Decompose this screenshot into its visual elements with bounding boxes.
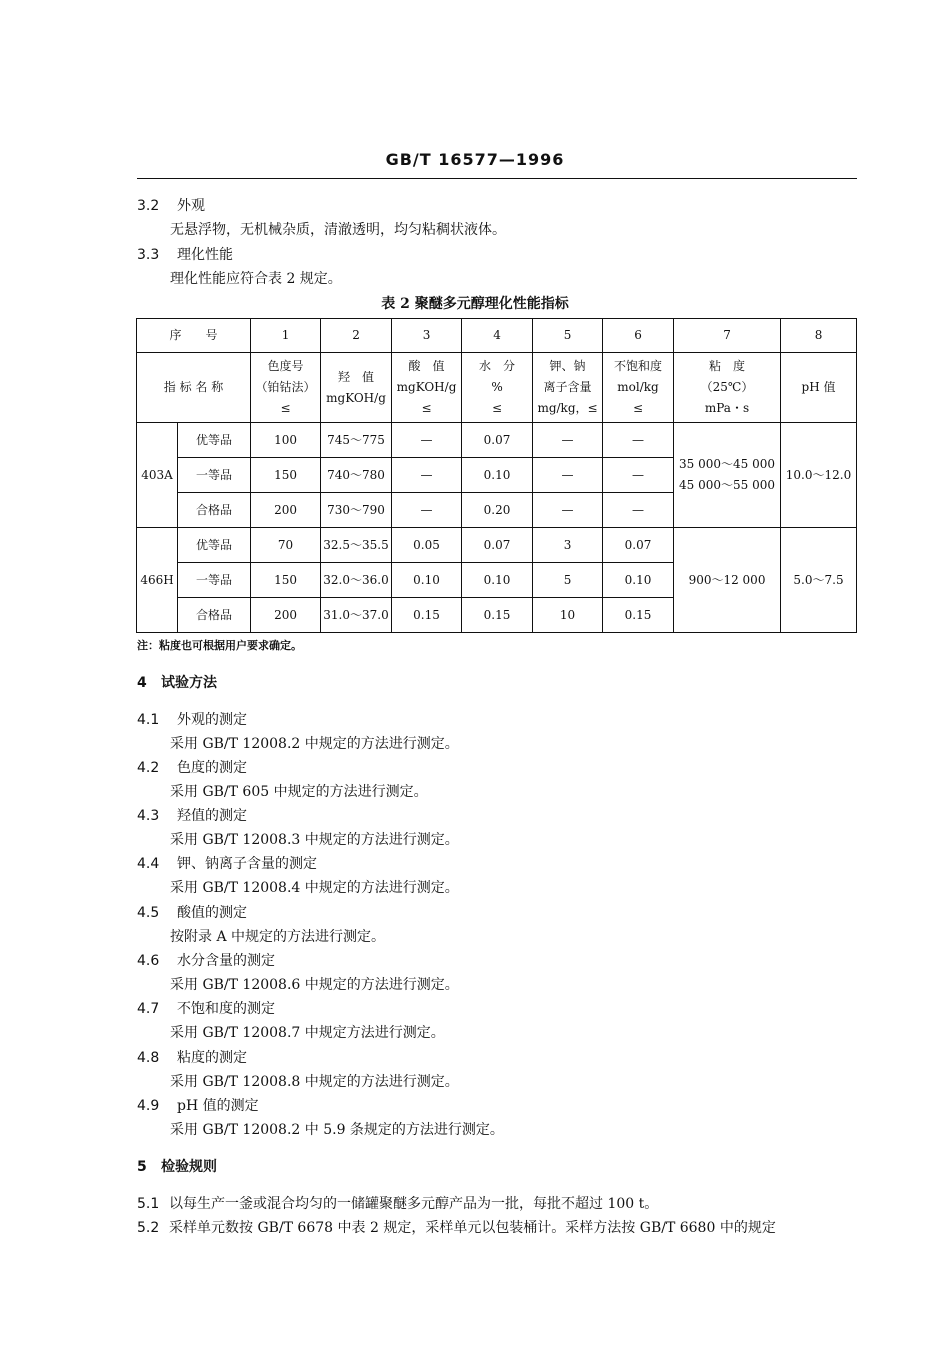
col-number: 7 [674, 319, 781, 353]
section-number: 4 [137, 675, 147, 691]
section-4-2-text: 采用 GB/T 605 中规定的方法进行测定。 [170, 784, 428, 800]
section-4-7-text: 采用 GB/T 12008.7 中规定方法进行测定。 [170, 1025, 445, 1041]
cell: 10 [533, 598, 603, 633]
grade: 一等品 [178, 563, 251, 598]
section-4-6-heading: 4.6 水分含量的测定 [137, 953, 275, 969]
grade: 合格品 [178, 598, 251, 633]
cell: 745～775 [321, 423, 392, 458]
cell: — [392, 423, 462, 458]
section-4-3-heading: 4.3 羟值的测定 [137, 808, 247, 824]
cell: 0.10 [603, 563, 674, 598]
cell: — [603, 458, 674, 493]
section-4-9-heading: 4.9 pH 值的测定 [137, 1098, 259, 1114]
section-title: 试验方法 [161, 675, 217, 691]
grade: 优等品 [178, 423, 251, 458]
section-4-2-heading: 4.2 色度的测定 [137, 760, 247, 776]
cell: 0.10 [462, 458, 533, 493]
seq-label: 序 号 [137, 319, 251, 353]
cell: 0.07 [603, 528, 674, 563]
viscosity-403a: 35 000～45 000 45 000～55 000 [674, 423, 781, 528]
cell: 70 [251, 528, 321, 563]
cell: 0.07 [462, 528, 533, 563]
cell: 200 [251, 598, 321, 633]
section-5-2: 5.2 采样单元数按 GB/T 6678 中表 2 规定，采样单元以包装桶计。采样方法按 GB/T 6680 中的规定 [137, 1220, 776, 1236]
header-rule [137, 178, 857, 179]
section-4-9-text: 采用 GB/T 12008.2 中 5.9 条规定的方法进行测定。 [170, 1122, 504, 1138]
section-3-3-text: 理化性能应符合表 2 规定。 [170, 271, 342, 287]
table-row [137, 423, 857, 458]
cell: 0.05 [392, 528, 462, 563]
section-4-8-text: 采用 GB/T 12008.8 中规定的方法进行测定。 [170, 1074, 459, 1090]
ph-466h: 5.0～7.5 [781, 528, 857, 633]
table-row [137, 528, 857, 563]
header-viscosity: 粘 度 （25℃） mPa・s [674, 353, 781, 423]
cell: 5 [533, 563, 603, 598]
section-3-2-heading [137, 195, 205, 215]
section-4-1-heading: 4.1 外观的测定 [137, 712, 247, 728]
index-label: 指 标 名 称 [137, 353, 251, 423]
col-number: 1 [251, 319, 321, 353]
section-3-3-heading [137, 244, 233, 264]
header-acid: 酸 值 mgKOH/g ≤ [392, 353, 462, 423]
col-number: 3 [392, 319, 462, 353]
cell: 0.15 [603, 598, 674, 633]
section-4-4-text: 采用 GB/T 12008.4 中规定的方法进行测定。 [170, 880, 459, 896]
section-3-2-text: 无悬浮物，无机械杂质，清澈透明，均匀粘稠状液体。 [170, 222, 506, 238]
cell: 0.07 [462, 423, 533, 458]
header-hydroxyl: 羟 值 mgKOH/g [321, 353, 392, 423]
standard-number: GB/T 16577—1996 [385, 150, 565, 169]
cell: — [392, 493, 462, 528]
section-number: 3.3 [137, 247, 160, 263]
grade: 合格品 [178, 493, 251, 528]
grade: 一等品 [178, 458, 251, 493]
ph-403a: 10.0～12.0 [781, 423, 857, 528]
section-4-5-heading: 4.5 酸值的测定 [137, 905, 247, 921]
section-4-3-text: 采用 GB/T 12008.3 中规定的方法进行测定。 [170, 832, 459, 848]
header-color: 色度号 （铂钴法） ≤ [251, 353, 321, 423]
header-unsat: 不饱和度 mol/kg ≤ [603, 353, 674, 423]
cell: 730～790 [321, 493, 392, 528]
section-4-6-text: 采用 GB/T 12008.6 中规定的方法进行测定。 [170, 977, 459, 993]
cell: 0.20 [462, 493, 533, 528]
cell: 0.10 [462, 563, 533, 598]
cell: 31.0～37.0 [321, 598, 392, 633]
section-4-7-heading: 4.7 不饱和度的测定 [137, 1001, 275, 1017]
section-5-1: 5.1 以每生产一釜或混合均匀的一储罐聚醚多元醇产品为一批，每批不超过 100 t。 [137, 1196, 659, 1212]
section-number: 5 [137, 1159, 147, 1175]
table-caption: 表 2 聚醚多元醇理化性能指标 [381, 296, 569, 312]
section-title: 外观 [177, 198, 205, 214]
col-number: 4 [462, 319, 533, 353]
cell: 0.15 [392, 598, 462, 633]
cell: 100 [251, 423, 321, 458]
col-number: 5 [533, 319, 603, 353]
cell: 0.15 [462, 598, 533, 633]
viscosity-466h: 900～12 000 [674, 528, 781, 633]
grade: 优等品 [178, 528, 251, 563]
section-4-1-text: 采用 GB/T 12008.2 中规定的方法进行测定。 [170, 736, 459, 752]
section-title: 检验规则 [161, 1159, 217, 1175]
section-4-5-text: 按附录 A 中规定的方法进行测定。 [170, 929, 386, 945]
cell: — [603, 423, 674, 458]
table-row-col-numbers [137, 319, 857, 353]
cell: 740～780 [321, 458, 392, 493]
section-4-8-heading: 4.8 粘度的测定 [137, 1050, 247, 1066]
cell: — [603, 493, 674, 528]
col-number: 6 [603, 319, 674, 353]
spec-table [136, 318, 857, 633]
section-4-heading [137, 672, 217, 692]
group-name: 403A [137, 423, 178, 528]
cell: 32.5～35.5 [321, 528, 392, 563]
table-row-headers [137, 353, 857, 423]
col-number: 8 [781, 319, 857, 353]
section-4-4-heading: 4.4 钾、钠离子含量的测定 [137, 856, 317, 872]
section-title: 理化性能 [177, 247, 233, 263]
cell: 32.0～36.0 [321, 563, 392, 598]
section-5-heading [137, 1156, 217, 1176]
table-note: 注：粘度也可根据用户要求确定。 [137, 639, 302, 652]
cell: 150 [251, 458, 321, 493]
section-number: 3.2 [137, 198, 160, 214]
cell: 200 [251, 493, 321, 528]
cell: 0.10 [392, 563, 462, 598]
col-number: 2 [321, 319, 392, 353]
header-ph: pH 值 [781, 353, 857, 423]
cell: — [533, 423, 603, 458]
cell: 150 [251, 563, 321, 598]
header-water: 水 分 % ≤ [462, 353, 533, 423]
header-kna: 钾、钠 离子含量 mg/kg，≤ [533, 353, 603, 423]
cell: — [392, 458, 462, 493]
cell: — [533, 458, 603, 493]
cell: 3 [533, 528, 603, 563]
group-name: 466H [137, 528, 178, 633]
cell: — [533, 493, 603, 528]
